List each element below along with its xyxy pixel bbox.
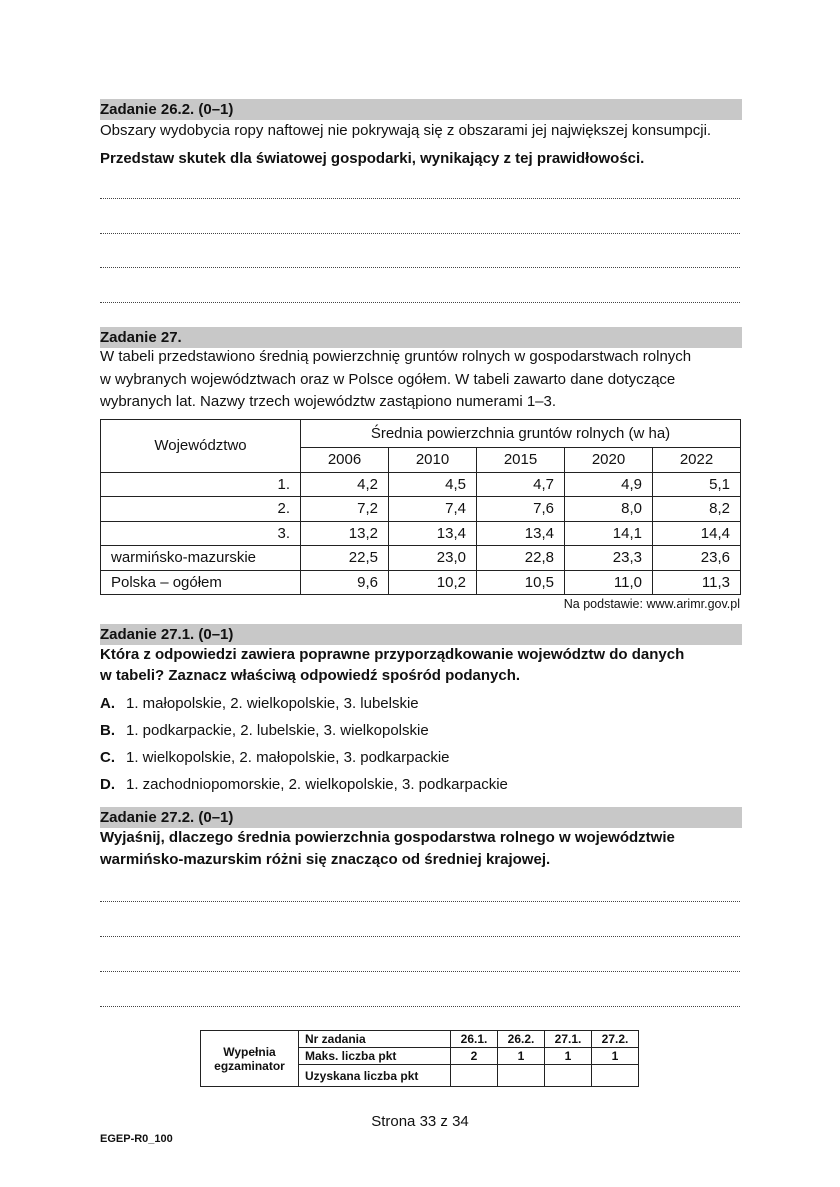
table-cell: 10,5: [477, 570, 565, 595]
task-27-2-question-line: warmińsko-mazurskim różni się znacząco od średniej krajowej.: [100, 851, 551, 868]
obtained-points-cell[interactable]: [498, 1065, 545, 1087]
table-cell: 4,7: [477, 472, 565, 497]
task-number: 26.1.: [451, 1031, 498, 1048]
task-27-intro-line: wybranych lat. Nazwy trzech województw zastąpiono numerami 1–3.: [100, 393, 557, 410]
obtained-points-cell[interactable]: [451, 1065, 498, 1087]
answer-line[interactable]: [100, 997, 740, 1007]
task-27-1-question-line: Która z odpowiedzi zawiera poprawne przyporządkowanie województw do danych: [100, 646, 685, 663]
group-header: Średnia powierzchnia gruntów rolnych (w ha): [301, 420, 741, 448]
table-source: Na podstawie: www.arimr.gov.pl: [563, 597, 740, 611]
option-letter: A.: [100, 695, 115, 712]
task-27-intro-line: W tabeli przedstawiono średnią powierzchnię gruntów rolnych w gospodarstwach rolnych: [100, 348, 692, 365]
table-cell: 4,5: [389, 472, 477, 497]
year-header: 2010: [389, 448, 477, 473]
answer-line[interactable]: [100, 258, 740, 268]
task-number: 27.2.: [592, 1031, 639, 1048]
answer-line[interactable]: [100, 224, 740, 234]
table-cell: 22,5: [301, 546, 389, 571]
option-text: 1. podkarpackie, 2. lubelskie, 3. wielkopolskie: [126, 722, 429, 739]
table-cell: 8,0: [565, 497, 653, 522]
table-cell: 22,8: [477, 546, 565, 571]
table-cell: 13,4: [477, 521, 565, 546]
row-label: Polska – ogółem: [101, 570, 301, 595]
row-label-max-points: Maks. liczba pkt: [299, 1048, 451, 1065]
task-27-header: Zadanie 27.: [100, 327, 742, 348]
year-header: 2015: [477, 448, 565, 473]
task-26-2-intro: Obszary wydobycia ropy naftowej nie pokrywają się z obszarami jej największej konsumpcji.: [100, 122, 712, 139]
answer-line[interactable]: [100, 293, 740, 303]
table-cell: 11,3: [653, 570, 741, 595]
task-27-intro-line: w wybranych województwach oraz w Polsce ogółem. W tabeli zawarto dane dotyczące: [100, 371, 676, 388]
table-row: [101, 521, 741, 546]
row-label: 3.: [101, 521, 301, 546]
task-27-1-question-line: w tabeli? Zaznacz właściwą odpowiedź spośród podanych.: [100, 667, 521, 684]
examiner-label: [201, 1031, 299, 1087]
table-cell: 9,6: [301, 570, 389, 595]
task-27-2-question-line: Wyjaśnij, dlaczego średnia powierzchnia gospodarstwa rolnego w województwie: [100, 829, 675, 846]
row-label: 2.: [101, 497, 301, 522]
table-cell: 23,3: [565, 546, 653, 571]
answer-option-c[interactable]: [100, 746, 450, 770]
examiner-label-line: Wypełnia: [223, 1044, 276, 1059]
obtained-points-cell[interactable]: [545, 1065, 592, 1087]
table-cell: 5,1: [653, 472, 741, 497]
year-header: 2022: [653, 448, 741, 473]
exam-code: EGEP-R0_100: [100, 1133, 173, 1145]
row-label-task-number: Nr zadania: [299, 1031, 451, 1048]
option-letter: C.: [100, 749, 115, 766]
option-text: 1. małopolskie, 2. wielkopolskie, 3. lubelskie: [126, 695, 419, 712]
max-points: 2: [451, 1048, 498, 1065]
year-header: 2020: [565, 448, 653, 473]
farmland-table: [100, 419, 741, 595]
answer-line[interactable]: [100, 189, 740, 199]
row-label-obtained-points: Uzyskana liczba pkt: [299, 1065, 451, 1087]
table-cell: 23,0: [389, 546, 477, 571]
table-row: [101, 570, 741, 595]
table-row: [101, 546, 741, 571]
examiner-label-line: egzaminator: [214, 1058, 285, 1073]
row-label: 1.: [101, 472, 301, 497]
max-points: 1: [545, 1048, 592, 1065]
table-cell: 13,4: [389, 521, 477, 546]
table-cell: 10,2: [389, 570, 477, 595]
option-letter: B.: [100, 722, 115, 739]
option-letter: D.: [100, 776, 115, 793]
max-points: 1: [592, 1048, 639, 1065]
task-27-1-header: Zadanie 27.1. (0–1): [100, 624, 742, 645]
table-cell: 7,6: [477, 497, 565, 522]
answer-line[interactable]: [100, 962, 740, 972]
page-number: Strona 33 z 34: [371, 1113, 469, 1130]
task-26-2-question: Przedstaw skutek dla światowej gospodarki, wynikający z tej prawidłowości.: [100, 150, 645, 167]
option-text: 1. wielkopolskie, 2. małopolskie, 3. podkarpackie: [126, 749, 450, 766]
table-cell: 14,4: [653, 521, 741, 546]
table-cell: 7,2: [301, 497, 389, 522]
table-row: [101, 472, 741, 497]
row-label: warmińsko-mazurskie: [101, 546, 301, 571]
task-number: 27.1.: [545, 1031, 592, 1048]
task-number: 26.2.: [498, 1031, 545, 1048]
answer-option-a[interactable]: [100, 692, 419, 716]
year-header: 2006: [301, 448, 389, 473]
answer-line[interactable]: [100, 892, 740, 902]
option-text: 1. zachodniopomorskie, 2. wielkopolskie, 3. podkarpackie: [126, 776, 508, 793]
table-cell: 8,2: [653, 497, 741, 522]
answer-option-b[interactable]: [100, 719, 429, 743]
answer-option-d[interactable]: [100, 773, 508, 797]
table-cell: 23,6: [653, 546, 741, 571]
answer-line[interactable]: [100, 927, 740, 937]
max-points: 1: [498, 1048, 545, 1065]
task-26-2-header: Zadanie 26.2. (0–1): [100, 99, 742, 120]
examiner-table: [200, 1030, 639, 1087]
table-cell: 14,1: [565, 521, 653, 546]
obtained-points-cell[interactable]: [592, 1065, 639, 1087]
col-header-voivodeship: Województwo: [101, 420, 301, 473]
table-row: [101, 497, 741, 522]
table-cell: 7,4: [389, 497, 477, 522]
table-cell: 11,0: [565, 570, 653, 595]
table-cell: 4,9: [565, 472, 653, 497]
table-cell: 4,2: [301, 472, 389, 497]
table-cell: 13,2: [301, 521, 389, 546]
task-27-2-header: Zadanie 27.2. (0–1): [100, 807, 742, 828]
